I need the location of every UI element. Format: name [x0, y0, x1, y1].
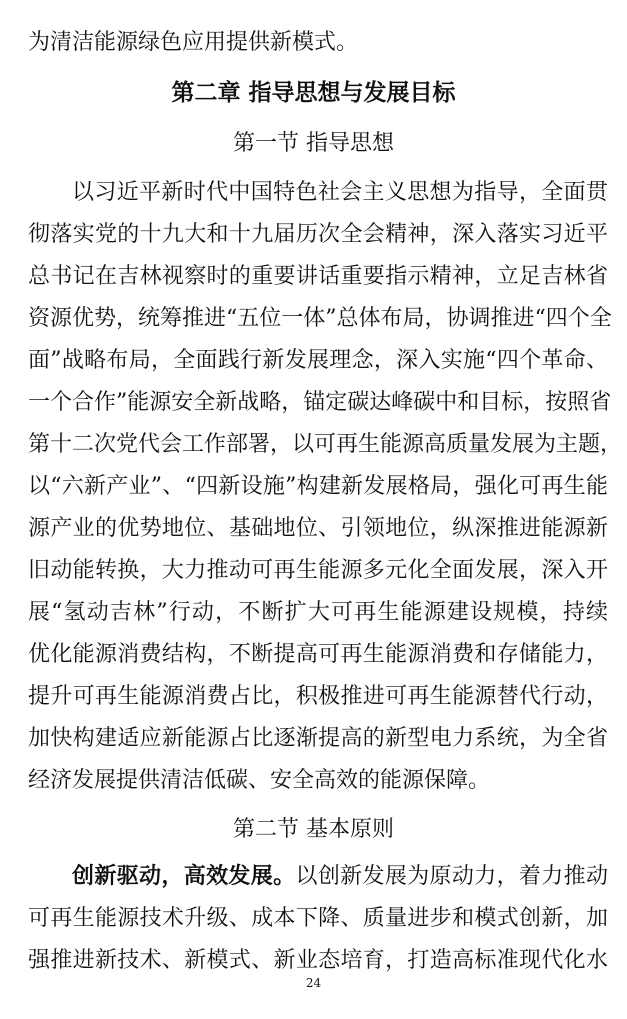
section-title-guiding-ideology: 第一节 指导思想 [233, 131, 394, 156]
principle1-first-line-rest: 以创新发展为原动力，着力推动 [295, 864, 608, 889]
section1-line-last: 经济发展提供清洁低碳、安全高效的能源保障。 [28, 768, 491, 793]
section1-line: 源产业的优势地位、基础地位、引领地位，纵深推进能源新 [28, 516, 608, 541]
principle1-line: 可再生能源技术升级、成本下降、质量进步和模式创新，加 [28, 906, 608, 931]
section1-line: 第十二次党代会工作部署，以可再生能源高质量发展为主题， [28, 432, 623, 457]
section1-line: 加快构建适应新能源占比逐渐提高的新型电力系统，为全省 [28, 726, 608, 751]
section1-line: 面”战略布局，全面践行新发展理念，深入实施“四个革命、 [28, 348, 608, 373]
section1-line: 以习近平新时代中国特色社会主义思想为指导，全面贯 [72, 180, 608, 205]
principle1-first-line [72, 864, 608, 890]
principle1-lead: 创新驱动，高效发展。 [72, 864, 296, 889]
section1-line: 总书记在吉林视察时的重要讲话重要指示精神，立足吉林省 [28, 264, 608, 289]
section1-line: 展“氢动吉林”行动，不断扩大可再生能源建设规模，持续 [28, 600, 608, 625]
chapter-title: 第二章 指导思想与发展目标 [171, 80, 456, 106]
page-number: 24 [305, 976, 322, 990]
section1-line: 彻落实党的十九大和十九届历次全会精神，深入落实习近平 [28, 222, 608, 247]
section1-line: 提升可再生能源消费占比，积极推进可再生能源替代行动， [28, 684, 608, 709]
section1-line: 资源优势，统筹推进“五位一体”总体布局，协调推进“四个全 [28, 306, 612, 331]
section-title-basic-principles: 第二节 基本原则 [233, 817, 394, 842]
section1-line: 一个合作”能源安全新战略，锚定碳达峰碳中和目标，按照省 [28, 390, 612, 415]
section1-line: 优化能源消费结构，不断提高可再生能源消费和存储能力， [28, 642, 608, 667]
paragraph-line-intro-tail: 为清洁能源绿色应用提供新模式。 [28, 30, 359, 55]
section1-line: 以“六新产业”、“四新设施”构建新发展格局，强化可再生能 [28, 474, 608, 499]
section1-line: 旧动能转换，大力推动可再生能源多元化全面发展，深入开 [28, 558, 608, 583]
principle1-line: 强推进新技术、新模式、新业态培育，打造高标准现代化水 [28, 948, 608, 973]
